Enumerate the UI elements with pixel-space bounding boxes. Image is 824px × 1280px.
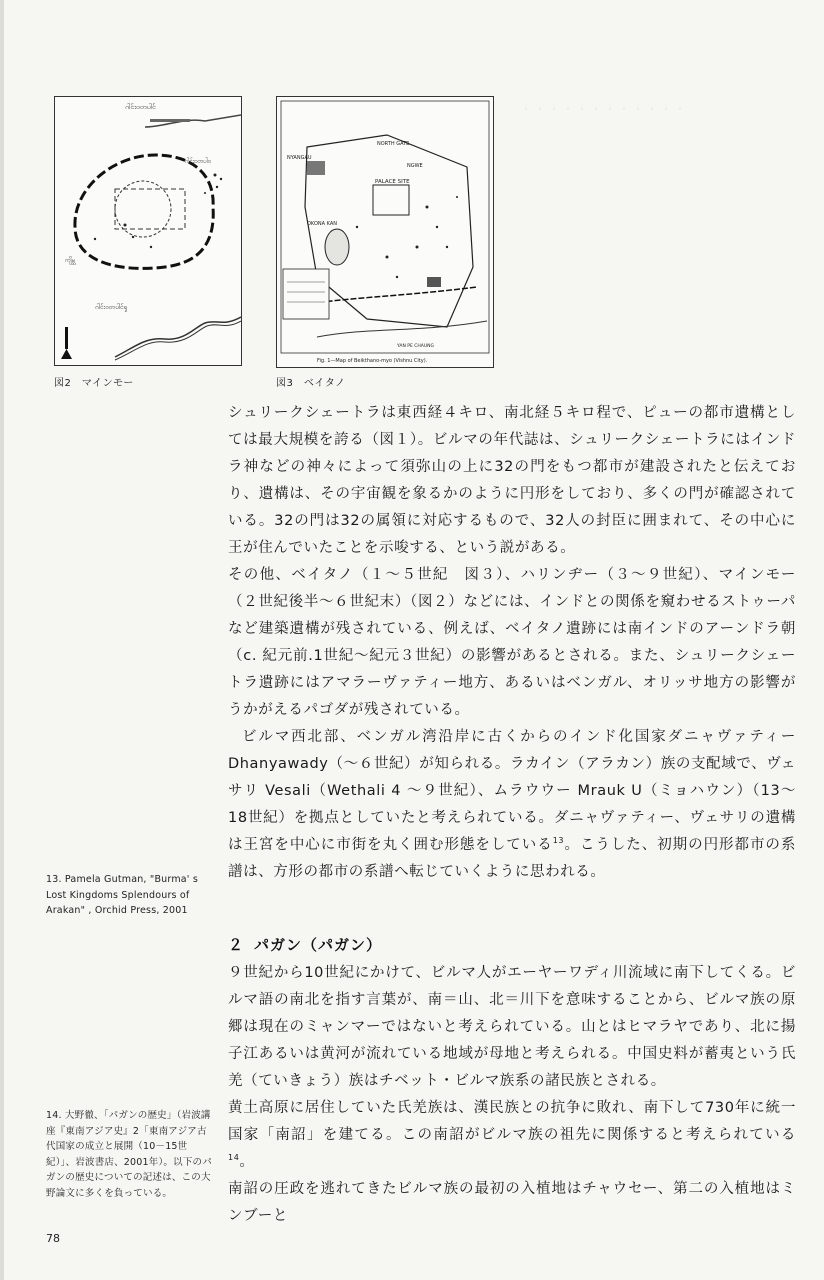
- page-edge: [0, 0, 4, 1280]
- fig3-palace-label: PALACE SITE: [375, 179, 410, 185]
- fig2-bottom-label: ဂါင်းဝတပါင်ရှ: [95, 303, 128, 311]
- paragraph-3-text: ビルマ西北部、ベンガル湾沿岸に古くからのインド化国家ダニャヴァティー Dhanyawady（～６世紀）が知られる。ラカイン（アラカン）族の支配域で、ヴェサリ Vesali（Wethali 4 ～９世紀）、ムラウウー Mrauk U（ミョハウン）（13～18世紀）を拠点としていたと考えられている。ダニャヴァティー、ヴェサリの遺構は王宮を中心に市街を丸く囲む形態をしている: [228, 729, 796, 853]
- page-number: 78: [46, 1232, 60, 1245]
- fig3-ngwe-label: NGWE: [407, 163, 423, 169]
- paragraph-5-tail: 。: [239, 1154, 255, 1170]
- body-text-lower: [228, 960, 796, 1230]
- fig2-left-label: ကျိမ္ဘ: [65, 257, 76, 264]
- fig3-lake-label: OKONA KAN: [307, 221, 337, 227]
- section-heading: [228, 934, 382, 955]
- section-number: ２: [228, 936, 245, 954]
- paragraph-2: その他、ベイタノ（１～５世紀 図３）、ハリンヂー（３～９世紀）、マインモー（２世紀後半～６世紀末）（図２）などには、インドとの関係を窺わせるストゥーパなど建築遺構が残されている、例えば、ベイタノ遺跡には南インドのアーンドラ朝（c. 紀元前.1世紀～紀元３世紀）の影響があるとされる。また、シュリークシェートラ遺跡にはアマラーヴァティー地方、あるいはベンガル、オリッサ地方の影響がうかがえるパゴダが残されている。: [228, 567, 796, 718]
- footnote-ref-14[interactable]: 14: [228, 1153, 240, 1163]
- figure-2-caption: 図2 マインモー: [54, 378, 134, 389]
- paragraph-1: シュリークシェートラは東西経４キロ、南北経５キロ程で、ピューの都市遺構としては最大規模を誇る（図１）。ビルマの年代誌は、シュリークシェートラにはインドラ神などの神々によって須弥山の上に32の門をもつ都市が建設されたと伝えており、遺構は、その宇宙観を象るかのように円形をしており、多くの門が確認されている。32の門は32の属領に対応するもので、32人の封臣に囲まれて、その中心に王が住んでいたことを示唆する、という説がある。: [228, 405, 796, 556]
- figure-2-map-drawing: [55, 97, 241, 365]
- figure-3-map: [276, 96, 494, 368]
- footnote-ref-13[interactable]: 13: [552, 836, 565, 846]
- section-title: パガン（パガン）: [254, 936, 383, 954]
- fig3-village-label: NYANGAU: [287, 155, 312, 161]
- figure-3-caption: 図3 ベイタノ: [276, 378, 346, 389]
- footnote-14: 14. 大野徹、「パガンの歴史」（岩波講座『東南アジア史』2「東南アジア古代国家の成立と展開（10－15世紀）」、岩波書店、2001年）。以下のパガンの歴史についての記述は、この大野論文に多くを負っている。: [46, 1110, 212, 1199]
- fig3-road-label: YAN PE CHAUNG: [397, 344, 435, 349]
- bleed-through-text: ・・・・・・・・・・・・: [520, 102, 689, 116]
- paragraph-5-text: 黄土高原に居住していた氏羌族は、漢民族との抗争に敗れ、南下して730年に統一国家「南詔」を建てる。この南詔がビルマ族の祖先に関係すると考えられている: [228, 1100, 796, 1143]
- paragraph-4: ９世紀から10世紀にかけて、ビルマ人がエーヤーワディ川流域に南下してくる。ビルマ語の南北を指す言葉が、南＝山、北＝川下を意味することから、ビルマ族の原郷は現在のミャンマーではないと考えられている。山とはヒマラヤであり、北に揚子江あるいは黄河が流れている地域が母地と考えられる。中国史料が蓄夷という氏羌（ていきょう）族はチベット・ビルマ族系の諸民族とされる。: [228, 965, 796, 1089]
- paragraph-6: 南詔の圧政を逃れてきたビルマ族の最初の入植地はチャウセー、第二の入植地はミンブーと: [228, 1181, 796, 1224]
- paragraph-3-tail: 。こうした、初期の円形都市の系譜は、方形の都市の系譜へ転じていくように思われる。: [228, 837, 796, 880]
- footnote-13: 13. Pamela Gutman, "Burma' s Lost Kingdoms Splendours of Arakan" , Orchid Press, 2001: [46, 874, 198, 916]
- fig3-north-gate-label: NORTH GATE: [377, 141, 410, 147]
- fig2-top-label: ဂါင်းဝတပါင်: [125, 103, 156, 111]
- paragraph-3: [228, 724, 796, 886]
- fig2-right-label: ဂါင်းဝတပါဝ: [185, 158, 212, 165]
- figure-2-map: [54, 96, 242, 366]
- fig3-title: Fig. 1—Map of Beikthano-myo (Vishnu City).: [317, 358, 428, 364]
- paragraph-5: [228, 1095, 796, 1176]
- body-text-upper: [228, 400, 796, 886]
- figure-3-map-drawing: [277, 97, 493, 367]
